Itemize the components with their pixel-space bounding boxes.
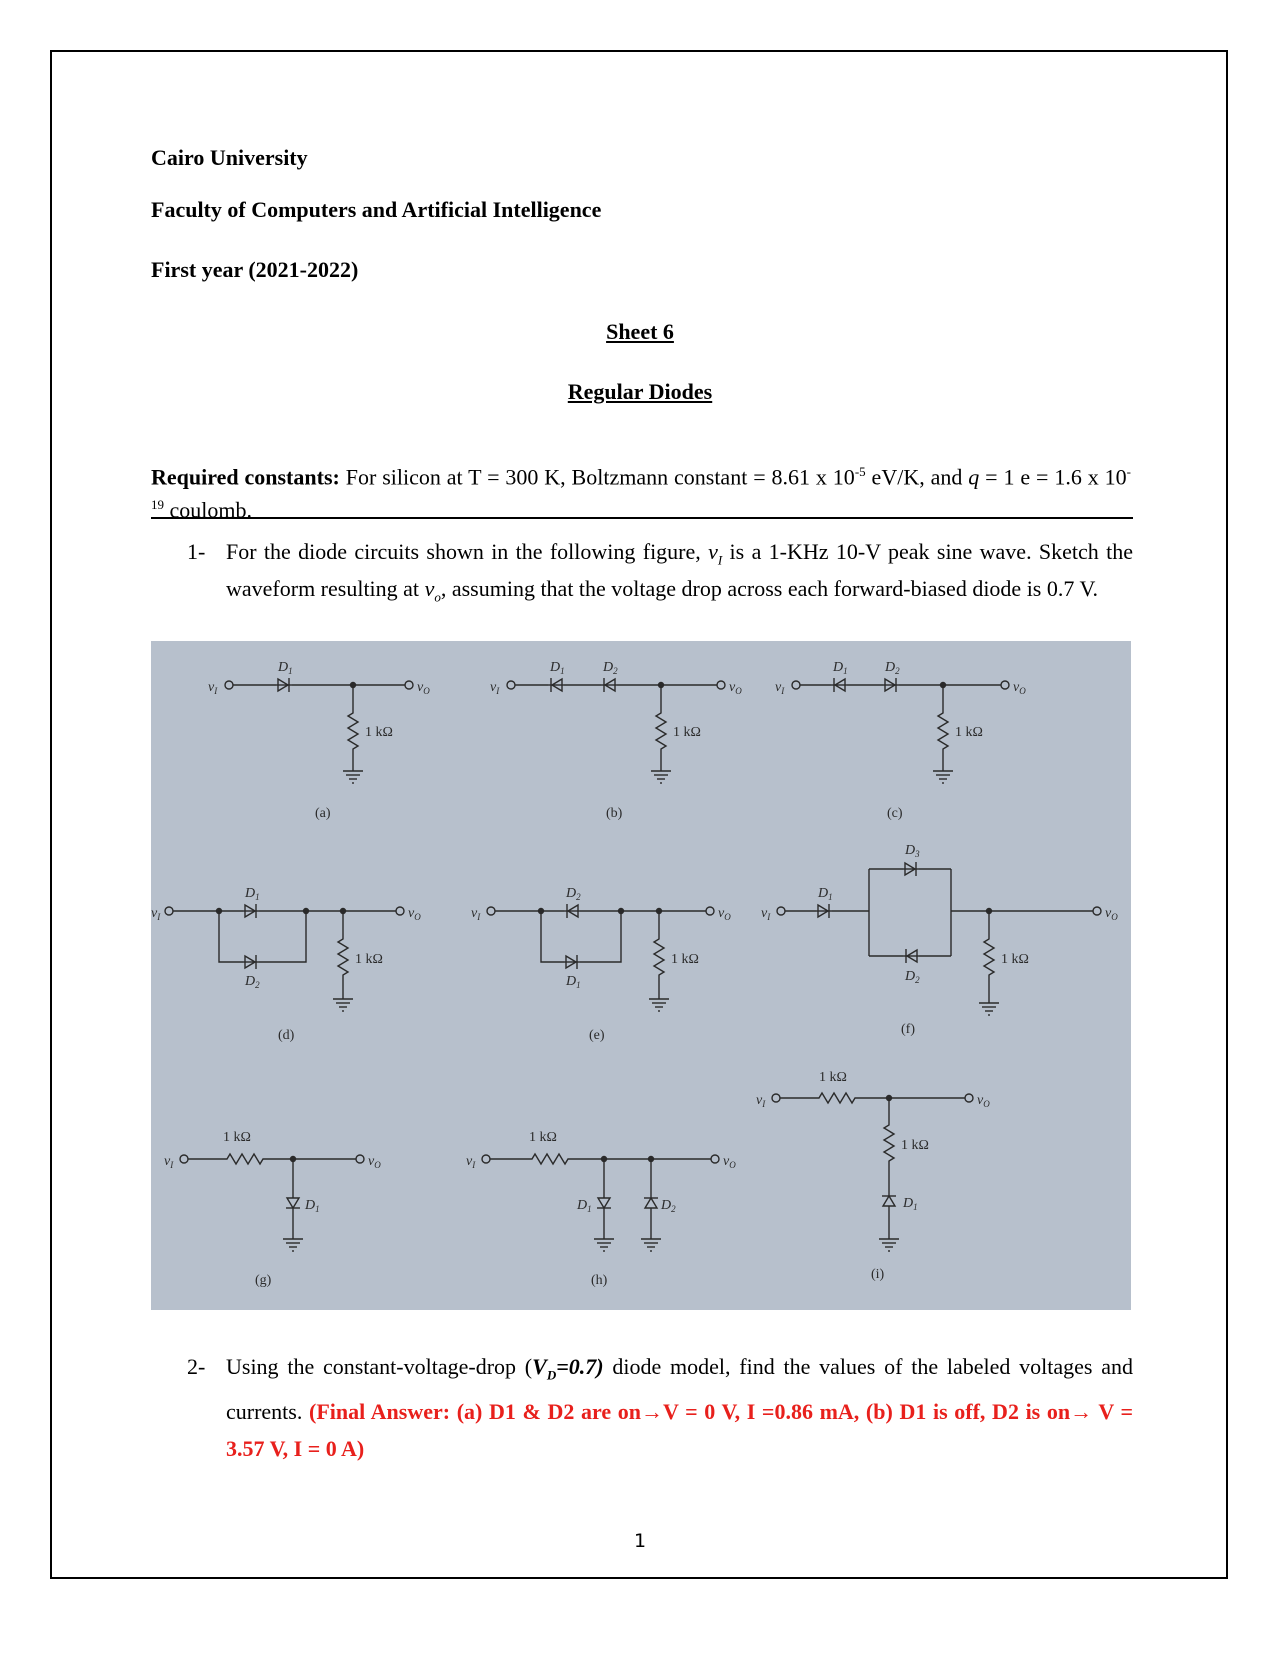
university-name: Cairo University — [151, 145, 308, 170]
diode-label-c-d1: $D_1$ — [833, 660, 848, 676]
constants-label: Required constants: — [151, 464, 340, 490]
topic-title: Regular Diodes — [567, 379, 713, 404]
diode-label-e-d2: $D_2$ — [566, 886, 581, 902]
diode-label-i-d1: $D_1$ — [903, 1196, 918, 1212]
input-label-c: $v_I$ — [775, 680, 785, 696]
caption-i: (i) — [871, 1267, 885, 1282]
final-answer: (Final Answer: (a) D1 & D2 are on→V = 0 V, I =0.86 mA, (b) D1 is off, D2 is on→ V = 3.57 V, I = 0 A) — [226, 1399, 1134, 1462]
caption-e: (e) — [589, 1028, 605, 1043]
page-number: 1 — [633, 1530, 647, 1552]
resistor-label-e: 1 kΩ — [671, 952, 699, 967]
diode-label-f-d1: $D_1$ — [818, 886, 833, 902]
arrow-icon: → — [1070, 1399, 1093, 1425]
input-label-d: $v_I$ — [151, 906, 161, 922]
resistor-label-h: 1 kΩ — [529, 1130, 557, 1145]
output-label-i: $v_O$ — [977, 1093, 990, 1109]
input-label-b: $v_I$ — [490, 680, 500, 696]
caption-c: (c) — [887, 806, 903, 821]
circuit-g — [180, 1154, 364, 1251]
resistor-label-i-series: 1 kΩ — [819, 1070, 847, 1085]
diode-label-c-d2: $D_2$ — [885, 660, 900, 676]
input-label-g: $v_I$ — [164, 1154, 174, 1170]
diode-label-e-d1: $D_1$ — [566, 974, 581, 990]
diode-label-h-d2: $D_2$ — [661, 1198, 676, 1214]
caption-b: (b) — [606, 806, 623, 821]
question-2-number: 2- — [187, 1354, 206, 1379]
diode-label-h-d1: $D_1$ — [577, 1198, 592, 1214]
faculty-name: Faculty of Computers and Artificial Intelligence — [151, 197, 602, 222]
input-label-a: $v_I$ — [208, 680, 218, 696]
diode-label-d-d2: $D_2$ — [245, 974, 260, 990]
output-label-c: $v_O$ — [1013, 680, 1026, 696]
resistor-label-i-shunt: 1 kΩ — [901, 1138, 929, 1153]
output-label-b: $v_O$ — [729, 680, 742, 696]
question-1-number: 1- — [187, 539, 206, 564]
circuit-f — [777, 862, 1101, 1015]
academic-year: First year (2021-2022) — [151, 257, 359, 282]
input-label-i: $v_I$ — [756, 1093, 766, 1109]
caption-f: (f) — [901, 1022, 915, 1037]
output-label-e: $v_O$ — [718, 906, 731, 922]
arrow-icon: → — [641, 1399, 663, 1425]
diode-label-b-d1: $D_1$ — [550, 660, 565, 676]
diode-label-f-d3: $D_3$ — [905, 843, 920, 859]
input-label-e: $v_I$ — [471, 906, 481, 922]
question-1 — [187, 537, 1133, 612]
section-divider — [151, 517, 1133, 519]
sheet-title: Sheet 6 — [606, 319, 674, 344]
resistor-label-b: 1 kΩ — [673, 725, 701, 740]
diode-label-b-d2: $D_2$ — [603, 660, 618, 676]
diode-label-g-d1: $D_1$ — [305, 1198, 320, 1214]
resistor-label-d: 1 kΩ — [355, 952, 383, 967]
output-label-g: $v_O$ — [368, 1154, 381, 1170]
circuit-h — [482, 1154, 719, 1251]
required-constants: Required constants: For silicon at T = 300 K, Boltzmann constant = 8.61 x $10^{-5}$ eV/K, and q = 1 e = 1.6 x $10^{-19}$ coulomb. — [151, 464, 1131, 523]
question-2 — [187, 1348, 1133, 1467]
output-label-d: $v_O$ — [408, 906, 421, 922]
output-label-a: $v_O$ — [417, 680, 430, 696]
circuit-i — [772, 1093, 973, 1251]
question-1-text: For the diode circuits shown in the following figure, $v_I$ is a 1-KHz 10-V peak sine wave. Sketch the waveform resulting at $v_o$, assuming that the voltage drop across each forward-biased diode is 0.7 V. — [226, 539, 1133, 605]
resistor-label-g: 1 kΩ — [223, 1130, 251, 1145]
resistor-label-c: 1 kΩ — [955, 725, 983, 740]
output-label-h: $v_O$ — [723, 1154, 736, 1170]
output-label-f: $v_O$ — [1105, 906, 1118, 922]
diode-label-f-d2: $D_2$ — [905, 969, 920, 985]
question-2-text: Using the constant-voltage-drop $(V_D=0.7)$ diode model, find the values of the labeled voltages and currents. (Final Answer: (a) D1 & D2 are on→V = 0 V, I =0.86 mA, (b) D1 is off, D2 is on→ V = 3.57 V, I = 0 A) — [226, 1354, 1134, 1462]
input-label-f: $v_I$ — [761, 906, 771, 922]
diode-label-a-d1: $D_1$ — [278, 660, 293, 676]
diode-circuits-figure — [151, 641, 1131, 1310]
resistor-label-a: 1 kΩ — [365, 725, 393, 740]
caption-d: (d) — [278, 1028, 295, 1043]
caption-h: (h) — [591, 1273, 608, 1288]
input-label-h: $v_I$ — [466, 1154, 476, 1170]
diode-label-d-d1: $D_1$ — [245, 886, 260, 902]
caption-a: (a) — [315, 806, 331, 821]
caption-g: (g) — [255, 1273, 272, 1288]
resistor-label-f: 1 kΩ — [1001, 952, 1029, 967]
